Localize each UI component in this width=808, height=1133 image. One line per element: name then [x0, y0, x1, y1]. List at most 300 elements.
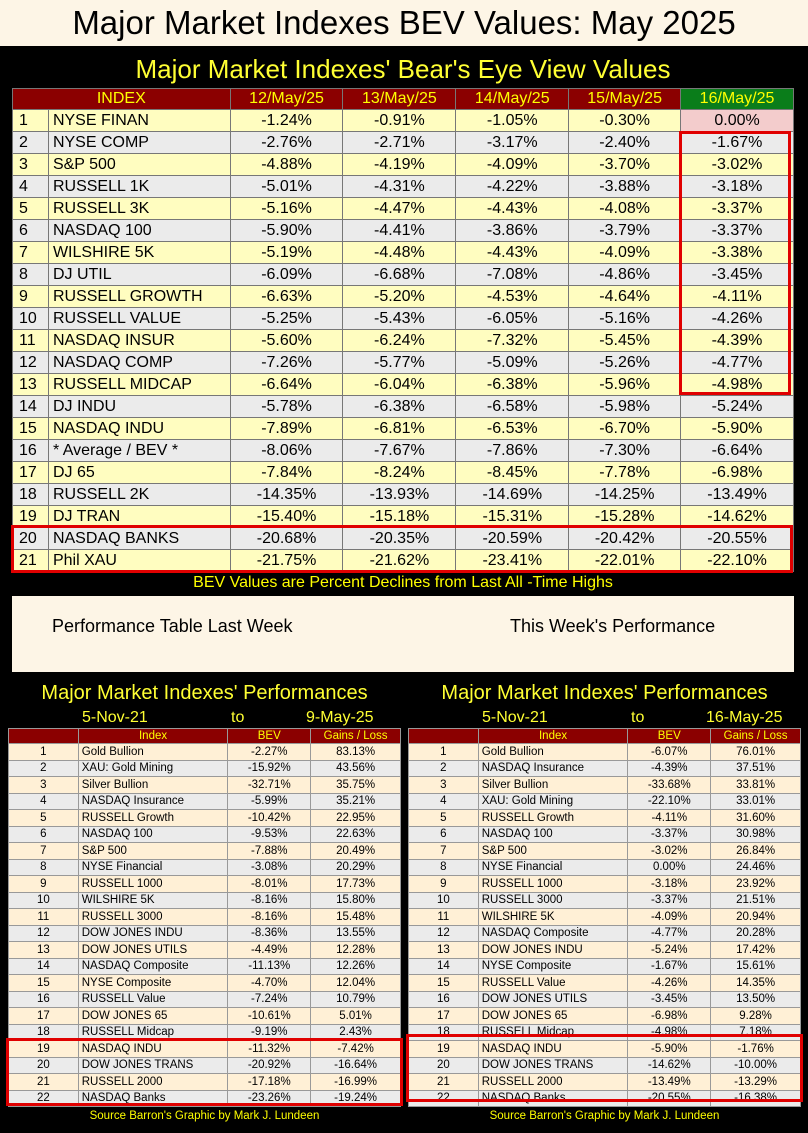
bev-rank-cell: 4: [13, 176, 49, 198]
perf-index-cell: NASDAQ Insurance: [478, 760, 628, 777]
perf-index-cell: RUSSELL Growth: [78, 810, 228, 827]
bev-value-cell: -5.43%: [343, 308, 456, 330]
bev-value-cell: -5.96%: [569, 374, 681, 396]
perf-title: Major Market Indexes' Performances: [41, 682, 368, 704]
perf-bev-cell: -3.37%: [628, 892, 711, 909]
bev-table-row: [13, 286, 794, 308]
bev-value-cell: -4.86%: [569, 264, 681, 286]
bev-index-cell: Phil XAU: [48, 550, 230, 572]
perf-table-row: [9, 1074, 401, 1091]
perf-table-row: [409, 777, 801, 794]
perf-bev-cell: -4.26%: [628, 975, 711, 992]
bev-value-cell: -21.75%: [230, 550, 343, 572]
perf-rank-cell: 8: [409, 859, 479, 876]
perf-bev-cell: -3.08%: [228, 859, 311, 876]
chart-frame: [0, 46, 808, 1133]
perf-rank-cell: 5: [409, 810, 479, 827]
bev-value-cell: -4.22%: [456, 176, 569, 198]
bev-value-cell: -4.09%: [456, 154, 569, 176]
bev-value-cell: -15.28%: [569, 506, 681, 528]
perf-bev-cell: -4.70%: [228, 975, 311, 992]
bev-value-cell: -22.10%: [681, 550, 794, 572]
bev-value-cell: -5.45%: [569, 330, 681, 352]
bev-col-header: 14/May/25: [456, 89, 569, 110]
bev-index-cell: RUSSELL GROWTH: [48, 286, 230, 308]
bev-value-cell: -5.26%: [569, 352, 681, 374]
perf-table-row: [409, 958, 801, 975]
bev-value-cell: -1.05%: [456, 110, 569, 132]
bev-index-cell: RUSSELL VALUE: [48, 308, 230, 330]
page-title: Major Market Indexes BEV Values: May 2025: [0, 0, 808, 46]
bev-index-cell: RUSSELL 3K: [48, 198, 230, 220]
bev-index-cell: S&P 500: [48, 154, 230, 176]
perf-index-cell: WILSHIRE 5K: [78, 892, 228, 909]
perf-title: Major Market Indexes' Performances: [441, 682, 768, 704]
bev-value-cell: -4.09%: [569, 242, 681, 264]
perf-table-last-week: [8, 728, 401, 1107]
bev-table-row: [13, 110, 794, 132]
bev-value-cell: -1.67%: [681, 132, 794, 154]
perf-table-row: [9, 744, 401, 761]
bev-col-header: INDEX: [13, 89, 231, 110]
bev-value-cell: -21.62%: [343, 550, 456, 572]
perf-gain-cell: -13.29%: [711, 1074, 801, 1091]
perf-bev-cell: -20.55%: [628, 1090, 711, 1107]
perf-gain-cell: 24.46%: [711, 859, 801, 876]
bev-value-cell: -14.62%: [681, 506, 794, 528]
bev-rank-cell: 7: [13, 242, 49, 264]
perf-table-row: [9, 826, 401, 843]
bev-value-cell: -3.70%: [569, 154, 681, 176]
bev-index-cell: DJ INDU: [48, 396, 230, 418]
bev-value-cell: -20.35%: [343, 528, 456, 550]
bev-table-row: [13, 220, 794, 242]
perf-gain-cell: 23.92%: [711, 876, 801, 893]
last-week-label: Performance Table Last Week: [52, 616, 293, 636]
bev-value-cell: -14.35%: [230, 484, 343, 506]
bev-value-cell: -2.76%: [230, 132, 343, 154]
bev-value-cell: -8.06%: [230, 440, 343, 462]
bev-value-cell: -3.45%: [681, 264, 794, 286]
perf-index-cell: NASDAQ INDU: [478, 1041, 628, 1058]
perf-table-row: [9, 1024, 401, 1041]
perf-rank-cell: 22: [409, 1090, 479, 1107]
bev-value-cell: -5.60%: [230, 330, 343, 352]
perf-gain-cell: -16.64%: [311, 1057, 401, 1074]
perf-table-row: [9, 843, 401, 860]
bev-rank-cell: 11: [13, 330, 49, 352]
perf-bev-cell: -13.49%: [628, 1074, 711, 1091]
perf-gain-cell: 12.28%: [311, 942, 401, 959]
bev-value-cell: -0.91%: [343, 110, 456, 132]
perf-table-row: [409, 744, 801, 761]
perf-bev-cell: -8.36%: [228, 925, 311, 942]
perf-rank-cell: 14: [409, 958, 479, 975]
bev-value-cell: -6.70%: [569, 418, 681, 440]
perf-gain-cell: 13.55%: [311, 925, 401, 942]
perf-gain-cell: 76.01%: [711, 744, 801, 761]
perf-rank-cell: 20: [409, 1057, 479, 1074]
perf-index-cell: NASDAQ Composite: [78, 958, 228, 975]
bev-table-row: [13, 506, 794, 528]
bev-value-cell: -6.05%: [456, 308, 569, 330]
perf-gain-cell: 21.51%: [711, 892, 801, 909]
perf-bev-cell: -4.77%: [628, 925, 711, 942]
perf-rank-cell: 5: [9, 810, 79, 827]
perf-table-row: [9, 810, 401, 827]
perf-rank-cell: 9: [9, 876, 79, 893]
perf-index-cell: NASDAQ Insurance: [78, 793, 228, 810]
bev-index-cell: NYSE COMP: [48, 132, 230, 154]
perf-table-row: [9, 777, 401, 794]
bev-value-cell: -6.09%: [230, 264, 343, 286]
perf-bev-cell: -8.16%: [228, 909, 311, 926]
perf-bev-cell: -7.88%: [228, 843, 311, 860]
bev-table-title: Major Market Indexes' Bear's Eye View Values: [135, 54, 671, 84]
bev-value-cell: -4.64%: [569, 286, 681, 308]
bev-value-cell: -2.40%: [569, 132, 681, 154]
perf-header-row: [409, 729, 801, 744]
perf-index-cell: DOW JONES 65: [78, 1008, 228, 1025]
perf-gain-cell: 9.28%: [711, 1008, 801, 1025]
perf-index-cell: WILSHIRE 5K: [478, 909, 628, 926]
bev-rank-cell: 5: [13, 198, 49, 220]
perf-rank-cell: 18: [9, 1024, 79, 1041]
perf-bev-cell: -9.53%: [228, 826, 311, 843]
perf-rank-cell: 13: [409, 942, 479, 959]
perf-index-cell: DOW JONES TRANS: [478, 1057, 628, 1074]
perf-table-row: [409, 876, 801, 893]
bev-table-row: [13, 528, 794, 550]
bev-value-cell: -4.43%: [456, 198, 569, 220]
bev-value-cell: -15.18%: [343, 506, 456, 528]
bev-rank-cell: 10: [13, 308, 49, 330]
bev-table-row: [13, 374, 794, 396]
perf-index-cell: NASDAQ 100: [478, 826, 628, 843]
bev-index-cell: * Average / BEV *: [48, 440, 230, 462]
perf-index-cell: NYSE Financial: [78, 859, 228, 876]
perf-rank-cell: 21: [9, 1074, 79, 1091]
perf-table-row: [409, 859, 801, 876]
perf-bev-cell: -4.98%: [628, 1024, 711, 1041]
perf-index-cell: RUSSELL Midcap: [78, 1024, 228, 1041]
bev-index-cell: RUSSELL 2K: [48, 484, 230, 506]
perf-bev-cell: -3.45%: [628, 991, 711, 1008]
perf-panel-last-week: [8, 678, 401, 1125]
perf-bev-cell: -3.18%: [628, 876, 711, 893]
perf-rank-cell: 11: [409, 909, 479, 926]
perf-rank-cell: 15: [9, 975, 79, 992]
bev-value-cell: -20.68%: [230, 528, 343, 550]
perf-bev-cell: -14.62%: [628, 1057, 711, 1074]
bev-table: [12, 88, 794, 572]
bev-value-cell: -23.41%: [456, 550, 569, 572]
bev-rank-cell: 16: [13, 440, 49, 462]
perf-bev-cell: -23.26%: [228, 1090, 311, 1107]
perf-bev-cell: -4.11%: [628, 810, 711, 827]
perf-rank-cell: 6: [9, 826, 79, 843]
perf-bev-cell: -11.13%: [228, 958, 311, 975]
perf-gain-cell: 30.98%: [711, 826, 801, 843]
bev-rank-cell: 15: [13, 418, 49, 440]
bev-value-cell: -3.37%: [681, 220, 794, 242]
perf-bev-cell: 0.00%: [628, 859, 711, 876]
perf-rank-cell: 2: [409, 760, 479, 777]
bev-value-cell: -20.59%: [456, 528, 569, 550]
perf-rank-cell: 9: [409, 876, 479, 893]
bev-col-header-latest: 16/May/25: [681, 89, 794, 110]
perf-gain-cell: 26.84%: [711, 843, 801, 860]
perf-table-row: [409, 909, 801, 926]
perf-index-cell: Gold Bullion: [478, 744, 628, 761]
bev-index-cell: NASDAQ BANKS: [48, 528, 230, 550]
perf-gain-cell: -19.24%: [311, 1090, 401, 1107]
bev-table-row: [13, 132, 794, 154]
perf-table-row: [9, 1057, 401, 1074]
bev-value-cell: -6.04%: [343, 374, 456, 396]
perf-gain-cell: 35.75%: [311, 777, 401, 794]
perf-table-row: [409, 810, 801, 827]
bev-value-cell: -6.63%: [230, 286, 343, 308]
perf-index-cell: XAU: Gold Mining: [478, 793, 628, 810]
bev-value-cell: -7.30%: [569, 440, 681, 462]
bev-value-cell: -5.90%: [230, 220, 343, 242]
bev-col-header: 12/May/25: [230, 89, 343, 110]
perf-rank-cell: 6: [409, 826, 479, 843]
perf-gain-cell: 35.21%: [311, 793, 401, 810]
perf-index-cell: XAU: Gold Mining: [78, 760, 228, 777]
bev-value-cell: -8.24%: [343, 462, 456, 484]
bev-col-header: 15/May/25: [569, 89, 681, 110]
perf-bev-cell: -32.71%: [228, 777, 311, 794]
perf-index-cell: S&P 500: [478, 843, 628, 860]
perf-rank-cell: 11: [9, 909, 79, 926]
perf-index-cell: NYSE Financial: [478, 859, 628, 876]
perf-col-header: BEV: [628, 729, 711, 744]
perf-gain-cell: 17.73%: [311, 876, 401, 893]
perf-table-row: [9, 793, 401, 810]
perf-gain-cell: 20.28%: [711, 925, 801, 942]
perf-rank-cell: 2: [9, 760, 79, 777]
bev-index-cell: RUSSELL MIDCAP: [48, 374, 230, 396]
perf-table-row: [9, 975, 401, 992]
perf-index-cell: NASDAQ Banks: [478, 1090, 628, 1107]
bev-rank-cell: 2: [13, 132, 49, 154]
perf-bev-cell: -9.19%: [228, 1024, 311, 1041]
bev-value-cell: -8.45%: [456, 462, 569, 484]
perf-rank-cell: 3: [9, 777, 79, 794]
bev-value-cell: -6.68%: [343, 264, 456, 286]
perf-gain-cell: 31.60%: [711, 810, 801, 827]
bev-index-cell: RUSSELL 1K: [48, 176, 230, 198]
perf-bev-cell: -5.24%: [628, 942, 711, 959]
perf-index-cell: DOW JONES UTILS: [78, 942, 228, 959]
bev-value-cell: -5.90%: [681, 418, 794, 440]
perf-table-row: [409, 1090, 801, 1107]
perf-gain-cell: 12.04%: [311, 975, 401, 992]
perf-gain-cell: 15.80%: [311, 892, 401, 909]
bev-value-cell: -5.16%: [569, 308, 681, 330]
perf-date-to-word: to: [631, 709, 645, 726]
perf-rank-cell: 17: [9, 1008, 79, 1025]
perf-index-cell: RUSSELL 2000: [78, 1074, 228, 1091]
bev-table-row: [13, 330, 794, 352]
perf-rank-cell: 20: [9, 1057, 79, 1074]
bev-value-cell: -6.38%: [343, 396, 456, 418]
perf-gain-cell: 20.49%: [311, 843, 401, 860]
bev-value-cell: -7.67%: [343, 440, 456, 462]
this-week-label: This Week's Performance: [510, 616, 716, 636]
bev-index-cell: NASDAQ COMP: [48, 352, 230, 374]
bev-value-cell: -7.08%: [456, 264, 569, 286]
perf-table-this-week: [408, 728, 801, 1107]
bev-value-cell: -4.88%: [230, 154, 343, 176]
perf-col-header: Index: [478, 729, 628, 744]
perf-gain-cell: 5.01%: [311, 1008, 401, 1025]
perf-dates: [8, 708, 401, 728]
bev-value-cell: -5.77%: [343, 352, 456, 374]
bev-index-cell: DJ UTIL: [48, 264, 230, 286]
perf-index-cell: NYSE Composite: [478, 958, 628, 975]
perf-rank-cell: 1: [9, 744, 79, 761]
perf-gain-cell: 83.13%: [311, 744, 401, 761]
perf-table-row: [409, 1057, 801, 1074]
bev-value-cell: -4.47%: [343, 198, 456, 220]
bev-rank-cell: 1: [13, 110, 49, 132]
perf-table-row: [409, 1024, 801, 1041]
perf-bev-cell: -6.98%: [628, 1008, 711, 1025]
perf-table-row: [409, 991, 801, 1008]
perf-rank-cell: 18: [409, 1024, 479, 1041]
bev-value-cell: -3.17%: [456, 132, 569, 154]
bev-col-header: 13/May/25: [343, 89, 456, 110]
bev-value-cell: -5.98%: [569, 396, 681, 418]
perf-table-row: [9, 991, 401, 1008]
bev-value-cell: -14.69%: [456, 484, 569, 506]
bev-value-cell: -6.64%: [681, 440, 794, 462]
perf-bev-cell: -1.67%: [628, 958, 711, 975]
perf-index-cell: DOW JONES INDU: [478, 942, 628, 959]
perf-gain-cell: 17.42%: [711, 942, 801, 959]
perf-bev-cell: -3.37%: [628, 826, 711, 843]
perf-index-cell: Silver Bullion: [78, 777, 228, 794]
perf-gain-cell: 37.51%: [711, 760, 801, 777]
bev-table-row: [13, 462, 794, 484]
perf-bev-cell: -6.07%: [628, 744, 711, 761]
perf-bev-cell: -7.24%: [228, 991, 311, 1008]
perf-index-cell: DOW JONES 65: [478, 1008, 628, 1025]
bev-value-cell: -4.43%: [456, 242, 569, 264]
perf-gain-cell: 7.18%: [711, 1024, 801, 1041]
bev-value-cell: -3.38%: [681, 242, 794, 264]
bev-value-cell: -15.40%: [230, 506, 343, 528]
perf-table-row: [409, 1041, 801, 1058]
perf-bev-cell: -3.02%: [628, 843, 711, 860]
perf-rank-cell: 1: [409, 744, 479, 761]
perf-col-header: Gains / Loss: [311, 729, 401, 744]
perf-index-cell: RUSSELL Value: [78, 991, 228, 1008]
perf-gain-cell: -7.42%: [311, 1041, 401, 1058]
bev-value-cell: -4.39%: [681, 330, 794, 352]
perf-gain-cell: 20.29%: [311, 859, 401, 876]
bev-value-cell: -4.19%: [343, 154, 456, 176]
perf-bev-cell: -8.01%: [228, 876, 311, 893]
perf-index-cell: NASDAQ Composite: [478, 925, 628, 942]
perf-gain-cell: 20.94%: [711, 909, 801, 926]
bev-value-cell: -4.48%: [343, 242, 456, 264]
bev-value-cell: -14.25%: [569, 484, 681, 506]
perf-rank-cell: 19: [9, 1041, 79, 1058]
bev-value-cell: 0.00%: [681, 110, 794, 132]
bev-rank-cell: 21: [13, 550, 49, 572]
bev-table-row: [13, 308, 794, 330]
perf-gain-cell: 33.81%: [711, 777, 801, 794]
perf-index-cell: DOW JONES UTILS: [478, 991, 628, 1008]
bev-value-cell: -6.38%: [456, 374, 569, 396]
perf-index-cell: RUSSELL Value: [478, 975, 628, 992]
bev-value-cell: -4.26%: [681, 308, 794, 330]
bev-value-cell: -7.84%: [230, 462, 343, 484]
bev-rank-cell: 14: [13, 396, 49, 418]
bev-value-cell: -5.20%: [343, 286, 456, 308]
perf-col-header: Gains / Loss: [711, 729, 801, 744]
bev-table-section: [12, 50, 794, 594]
perf-rank-cell: 7: [9, 843, 79, 860]
perf-date-to: 16-May-25: [706, 709, 783, 726]
perf-index-cell: RUSSELL 1000: [78, 876, 228, 893]
perf-index-cell: RUSSELL Growth: [478, 810, 628, 827]
bev-value-cell: -13.93%: [343, 484, 456, 506]
perf-rank-cell: 10: [9, 892, 79, 909]
perf-rank-cell: 12: [9, 925, 79, 942]
perf-index-cell: Gold Bullion: [78, 744, 228, 761]
perf-rank-cell: 13: [9, 942, 79, 959]
perf-bev-cell: -2.27%: [228, 744, 311, 761]
bev-value-cell: -6.81%: [343, 418, 456, 440]
perf-index-cell: DOW JONES TRANS: [78, 1057, 228, 1074]
perf-rank-cell: 21: [409, 1074, 479, 1091]
bev-value-cell: -4.11%: [681, 286, 794, 308]
perf-table-row: [409, 793, 801, 810]
perf-index-cell: NASDAQ INDU: [78, 1041, 228, 1058]
perf-table-row: [9, 925, 401, 942]
perf-gain-cell: -16.99%: [311, 1074, 401, 1091]
perf-bev-cell: -4.39%: [628, 760, 711, 777]
perf-gain-cell: 14.35%: [711, 975, 801, 992]
bev-table-row: [13, 396, 794, 418]
bev-value-cell: -3.86%: [456, 220, 569, 242]
perf-table-row: [9, 1041, 401, 1058]
bev-value-cell: -3.88%: [569, 176, 681, 198]
perf-gain-cell: 2.43%: [311, 1024, 401, 1041]
perf-gain-cell: 43.56%: [311, 760, 401, 777]
perf-gain-cell: 15.48%: [311, 909, 401, 926]
bev-index-cell: NASDAQ 100: [48, 220, 230, 242]
bev-value-cell: -4.41%: [343, 220, 456, 242]
bev-value-cell: -13.49%: [681, 484, 794, 506]
perf-table-row: [409, 760, 801, 777]
perf-bev-cell: -5.99%: [228, 793, 311, 810]
perf-rank-cell: 10: [409, 892, 479, 909]
bev-value-cell: -3.79%: [569, 220, 681, 242]
perf-date-to-word: to: [231, 709, 245, 726]
bev-value-cell: -20.55%: [681, 528, 794, 550]
perf-rank-cell: 3: [409, 777, 479, 794]
bev-value-cell: -4.31%: [343, 176, 456, 198]
bev-rank-cell: 18: [13, 484, 49, 506]
perf-table-row: [9, 859, 401, 876]
perf-date-from: 5-Nov-21: [82, 709, 148, 726]
